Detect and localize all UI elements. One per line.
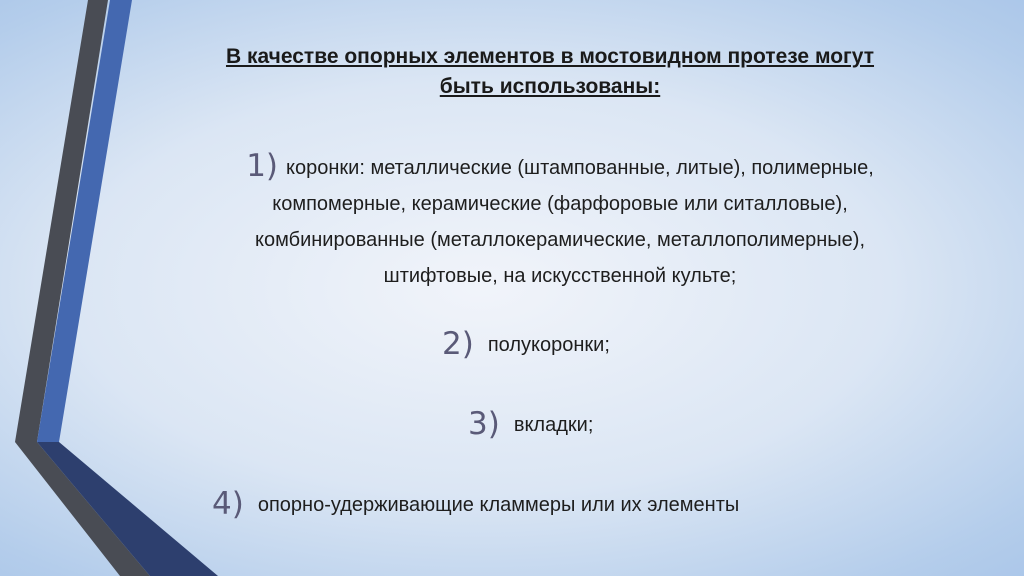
list-item-3-number: 3) (468, 406, 500, 442)
list-item-1-text-1: коронки: металлические (штампованные, литые), полимерные, (286, 157, 874, 179)
list-item-2-text: полукоронки; (487, 334, 610, 356)
slide-title (120, 42, 980, 102)
list-item-2-number: 2) (442, 326, 474, 362)
list-item-4 (212, 486, 739, 523)
slide-title-line-1: В качестве опорных элементов в мостовидном протезе могут (225, 45, 875, 68)
list-item-4-number: 4) (212, 486, 244, 522)
list-item-1-number: 1) (246, 148, 279, 184)
list-item-3-text: вкладки; (513, 414, 594, 436)
list-item-1 (140, 148, 980, 294)
list-item-4-text: опорно-удерживающие кламмеры или их элементы (257, 494, 740, 516)
list-item-1-line-4: штифтовые, на искусственной культе; (383, 265, 737, 287)
list-item-1-line-2: компомерные, керамические (фарфоровые или ситалловые), (272, 193, 848, 215)
list-item-1-line-3: комбинированные (металлокерамические, металлополимерные), (254, 229, 866, 251)
slide-title-line-2: быть использованы: (439, 75, 661, 98)
list-item-1-line-1 (140, 148, 980, 186)
list-item-3 (468, 406, 593, 443)
list-item-2 (442, 326, 610, 363)
